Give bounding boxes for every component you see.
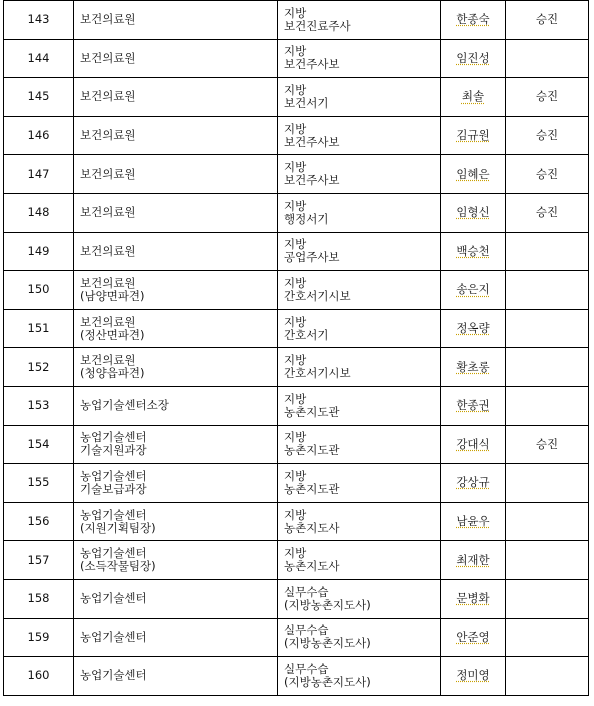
department-line: (지원기획팀장) xyxy=(80,520,156,535)
rank-line: 지방 xyxy=(284,507,307,522)
note-cell xyxy=(506,309,589,348)
person-name-cell xyxy=(441,193,506,232)
rank-line: 농촌지도관 xyxy=(284,481,340,496)
department-line: (남양면파견) xyxy=(80,288,145,303)
table-row xyxy=(4,116,589,155)
department-line: 보건의료원 xyxy=(80,314,136,329)
department-line: 농업기술센터 xyxy=(80,546,147,561)
department-line: 보건의료원 xyxy=(80,128,136,143)
note-cell xyxy=(506,579,589,618)
note-cell xyxy=(506,618,589,657)
table-row xyxy=(4,502,589,541)
department-cell xyxy=(74,425,278,464)
department-line: 기술지원과장 xyxy=(80,443,147,458)
rank-line: 지방 xyxy=(284,353,307,368)
person-name-cell xyxy=(441,386,506,425)
person-name: 최재한 xyxy=(456,552,490,567)
person-name-cell xyxy=(441,579,506,618)
rank-line: 지방 xyxy=(284,237,307,252)
rank-cell xyxy=(278,271,441,310)
department-line: 농업기술센터 xyxy=(80,629,147,644)
person-name-cell xyxy=(441,155,506,194)
note-cell xyxy=(506,502,589,541)
row-number: 146 xyxy=(4,116,74,155)
row-number: 147 xyxy=(4,155,74,194)
note-cell: 승진 xyxy=(506,193,589,232)
department-cell xyxy=(74,309,278,348)
rank-line: 보건주사보 xyxy=(284,134,340,149)
row-number: 152 xyxy=(4,348,74,387)
table-row xyxy=(4,657,589,696)
note-cell: 승진 xyxy=(506,116,589,155)
department-cell xyxy=(74,232,278,271)
department-line: 보건의료원 xyxy=(80,166,136,181)
person-name: 송은지 xyxy=(456,282,490,297)
rank-line: (지방농촌지도사) xyxy=(284,674,371,689)
note-cell xyxy=(506,657,589,696)
rank-line: 농촌지도관 xyxy=(284,404,340,419)
row-number: 157 xyxy=(4,541,74,580)
row-number: 153 xyxy=(4,386,74,425)
rank-line: 실무수습 xyxy=(284,661,329,676)
row-number: 155 xyxy=(4,464,74,503)
department-line: 농업기술센터 xyxy=(80,668,147,683)
personnel-table xyxy=(3,0,589,696)
table-body xyxy=(4,1,589,696)
row-number: 150 xyxy=(4,271,74,310)
person-name-cell xyxy=(441,502,506,541)
rank-cell xyxy=(278,541,441,580)
department-line: (청양읍파견) xyxy=(80,366,145,381)
table-row xyxy=(4,232,589,271)
person-name: 정옥량 xyxy=(456,321,490,336)
rank-line: 보건서기 xyxy=(284,95,329,110)
rank-line: 행정서기 xyxy=(284,211,329,226)
department-cell xyxy=(74,348,278,387)
department-line: 보건의료원 xyxy=(80,243,136,258)
person-name-cell xyxy=(441,541,506,580)
person-name-cell xyxy=(441,425,506,464)
department-line: (정산면파견) xyxy=(80,327,145,342)
department-cell xyxy=(74,39,278,78)
rank-cell xyxy=(278,502,441,541)
rank-line: 지방 xyxy=(284,5,307,20)
table-row xyxy=(4,464,589,503)
rank-cell xyxy=(278,39,441,78)
table-row xyxy=(4,155,589,194)
note-cell xyxy=(506,386,589,425)
note-cell xyxy=(506,348,589,387)
rank-line: 지방 xyxy=(284,468,307,483)
table-row xyxy=(4,193,589,232)
rank-cell xyxy=(278,618,441,657)
rank-cell xyxy=(278,78,441,117)
rank-cell xyxy=(278,116,441,155)
person-name: 한종권 xyxy=(456,398,490,413)
rank-line: 지방 xyxy=(284,198,307,213)
person-name-cell xyxy=(441,39,506,78)
department-line: 농업기술센터 xyxy=(80,591,147,606)
department-line: 보건의료원 xyxy=(80,205,136,220)
person-name-cell xyxy=(441,116,506,155)
rank-line: 농촌지도사 xyxy=(284,559,340,574)
rank-cell xyxy=(278,657,441,696)
person-name: 최솔 xyxy=(461,89,485,104)
person-name: 강상규 xyxy=(456,475,490,490)
row-number: 160 xyxy=(4,657,74,696)
rank-cell xyxy=(278,232,441,271)
department-cell xyxy=(74,116,278,155)
person-name-cell xyxy=(441,657,506,696)
person-name: 황초롱 xyxy=(456,359,490,374)
department-cell xyxy=(74,386,278,425)
department-cell xyxy=(74,541,278,580)
person-name: 임진성 xyxy=(456,50,490,65)
note-cell xyxy=(506,271,589,310)
row-number: 156 xyxy=(4,502,74,541)
rank-line: 지방 xyxy=(284,160,307,175)
person-name: 임혜은 xyxy=(456,166,490,181)
table-row xyxy=(4,386,589,425)
row-number: 143 xyxy=(4,1,74,40)
department-line: 농업기술센터소장 xyxy=(80,398,169,413)
note-cell: 승진 xyxy=(506,155,589,194)
table-row xyxy=(4,348,589,387)
note-cell xyxy=(506,541,589,580)
person-name-cell xyxy=(441,309,506,348)
person-name: 남윤우 xyxy=(456,514,490,529)
row-number: 144 xyxy=(4,39,74,78)
person-name: 김규원 xyxy=(456,128,490,143)
row-number: 159 xyxy=(4,618,74,657)
department-line: 농업기술센터 xyxy=(80,430,147,445)
department-cell xyxy=(74,579,278,618)
department-line: 보건의료원 xyxy=(80,275,136,290)
department-cell xyxy=(74,271,278,310)
rank-line: 지방 xyxy=(284,430,307,445)
person-name: 강대식 xyxy=(456,436,490,451)
department-line: (소득작물팀장) xyxy=(80,559,156,574)
table-row xyxy=(4,425,589,464)
table-row xyxy=(4,78,589,117)
rank-cell xyxy=(278,309,441,348)
person-name: 한종숙 xyxy=(456,12,490,27)
rank-cell xyxy=(278,464,441,503)
rank-line: (지방농촌지도사) xyxy=(284,636,371,651)
row-number: 158 xyxy=(4,579,74,618)
department-line: 기술보급과장 xyxy=(80,481,147,496)
table-row xyxy=(4,271,589,310)
table-row xyxy=(4,579,589,618)
department-line: 보건의료원 xyxy=(80,353,136,368)
note-cell xyxy=(506,232,589,271)
row-number: 151 xyxy=(4,309,74,348)
rank-line: (지방농촌지도사) xyxy=(284,597,371,612)
rank-line: 지방 xyxy=(284,275,307,290)
rank-line: 간호서기시보 xyxy=(284,288,351,303)
rank-line: 지방 xyxy=(284,44,307,59)
row-number: 149 xyxy=(4,232,74,271)
rank-line: 실무수습 xyxy=(284,584,329,599)
rank-line: 농촌지도관 xyxy=(284,443,340,458)
row-number: 145 xyxy=(4,78,74,117)
rank-line: 보건주사보 xyxy=(284,173,340,188)
rank-line: 간호서기 xyxy=(284,327,329,342)
person-name: 임형신 xyxy=(456,205,490,220)
table-row xyxy=(4,309,589,348)
rank-line: 지방 xyxy=(284,82,307,97)
person-name-cell xyxy=(441,271,506,310)
rank-cell xyxy=(278,386,441,425)
department-cell xyxy=(74,618,278,657)
department-cell xyxy=(74,657,278,696)
department-cell xyxy=(74,155,278,194)
department-line: 보건의료원 xyxy=(80,89,136,104)
table-row xyxy=(4,39,589,78)
rank-line: 지방 xyxy=(284,121,307,136)
person-name: 문병화 xyxy=(456,591,490,606)
person-name-cell xyxy=(441,464,506,503)
rank-cell xyxy=(278,348,441,387)
rank-line: 간호서기시보 xyxy=(284,366,351,381)
table-row xyxy=(4,541,589,580)
rank-cell xyxy=(278,193,441,232)
department-cell xyxy=(74,78,278,117)
person-name: 안준영 xyxy=(456,629,490,644)
note-cell: 승진 xyxy=(506,1,589,40)
department-line: 농업기술센터 xyxy=(80,468,147,483)
department-line: 보건의료원 xyxy=(80,50,136,65)
note-cell xyxy=(506,39,589,78)
department-cell xyxy=(74,464,278,503)
person-name-cell xyxy=(441,232,506,271)
department-cell xyxy=(74,193,278,232)
rank-line: 실무수습 xyxy=(284,623,329,638)
person-name: 백승천 xyxy=(456,243,490,258)
department-line: 보건의료원 xyxy=(80,12,136,27)
person-name-cell xyxy=(441,1,506,40)
table-row xyxy=(4,618,589,657)
row-number: 154 xyxy=(4,425,74,464)
rank-line: 지방 xyxy=(284,391,307,406)
rank-cell xyxy=(278,155,441,194)
rank-line: 보건주사보 xyxy=(284,57,340,72)
rank-line: 지방 xyxy=(284,546,307,561)
person-name-cell xyxy=(441,78,506,117)
department-line: 농업기술센터 xyxy=(80,507,147,522)
note-cell: 승진 xyxy=(506,78,589,117)
rank-line: 지방 xyxy=(284,314,307,329)
person-name-cell xyxy=(441,618,506,657)
department-cell xyxy=(74,502,278,541)
rank-cell xyxy=(278,425,441,464)
person-name: 정미영 xyxy=(456,668,490,683)
rank-line: 보건진료주사 xyxy=(284,18,351,33)
rank-line: 공업주사보 xyxy=(284,250,340,265)
table-row xyxy=(4,1,589,40)
rank-cell xyxy=(278,1,441,40)
note-cell: 승진 xyxy=(506,425,589,464)
rank-line: 농촌지도사 xyxy=(284,520,340,535)
rank-cell xyxy=(278,579,441,618)
note-cell xyxy=(506,464,589,503)
row-number: 148 xyxy=(4,193,74,232)
person-name-cell xyxy=(441,348,506,387)
department-cell xyxy=(74,1,278,40)
